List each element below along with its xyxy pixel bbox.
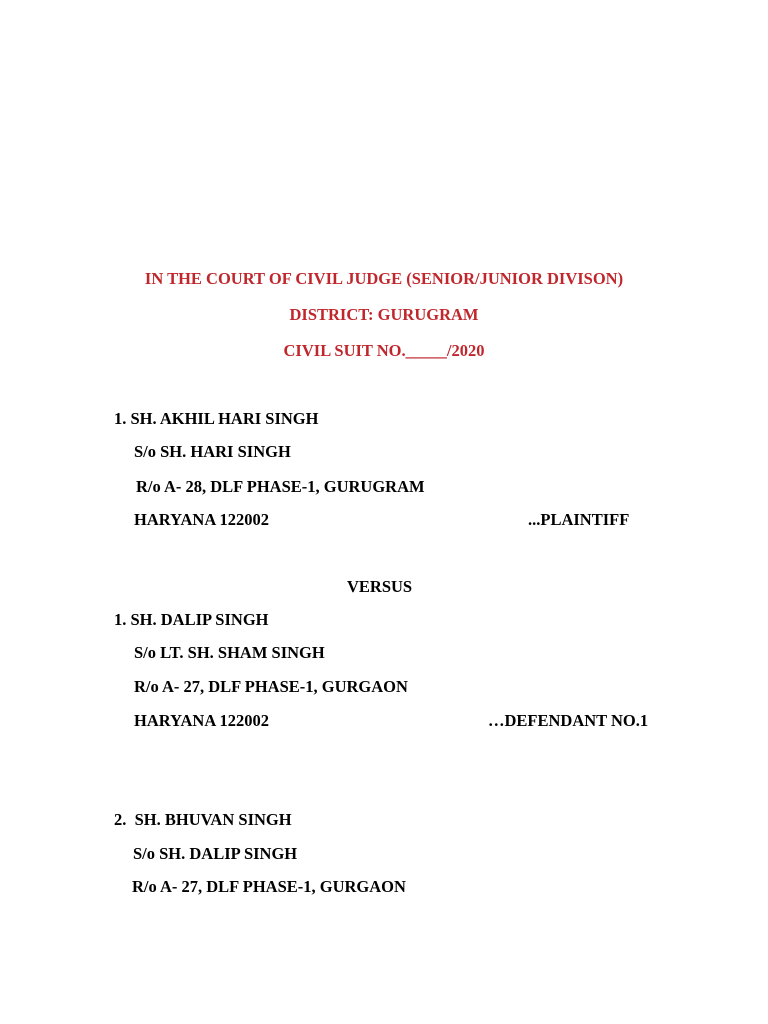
plaintiff-address: R/o A- 28, DLF PHASE-1, GURUGRAM [136, 477, 425, 496]
defendant-2-name: 2. SH. BHUVAN SINGH [114, 810, 292, 829]
plaintiff-state: HARYANA 122002 [134, 510, 269, 529]
plaintiff-name: 1. SH. AKHIL HARI SINGH [114, 409, 319, 428]
plaintiff-role: ...PLAINTIFF [528, 510, 630, 529]
court-title: IN THE COURT OF CIVIL JUDGE (SENIOR/JUNIOR DIVISON) [144, 269, 624, 288]
defendant-1-role: …DEFENDANT NO.1 [488, 711, 649, 730]
defendant-2-parent: S/o SH. DALIP SINGH [133, 844, 298, 863]
suit-number: CIVIL SUIT NO._____/2020 [283, 341, 485, 360]
defendant-1-name: 1. SH. DALIP SINGH [114, 610, 269, 629]
defendant-2-address: R/o A- 27, DLF PHASE-1, GURGAON [132, 877, 406, 896]
defendant-1-state: HARYANA 122002 [134, 711, 269, 730]
defendant-1-address: R/o A- 27, DLF PHASE-1, GURGAON [134, 677, 408, 696]
versus-label: VERSUS [347, 577, 413, 596]
plaintiff-parent: S/o SH. HARI SINGH [134, 442, 291, 461]
defendant-1-parent: S/o LT. SH. SHAM SINGH [134, 643, 325, 662]
district-line: DISTRICT: GURUGRAM [289, 305, 479, 324]
